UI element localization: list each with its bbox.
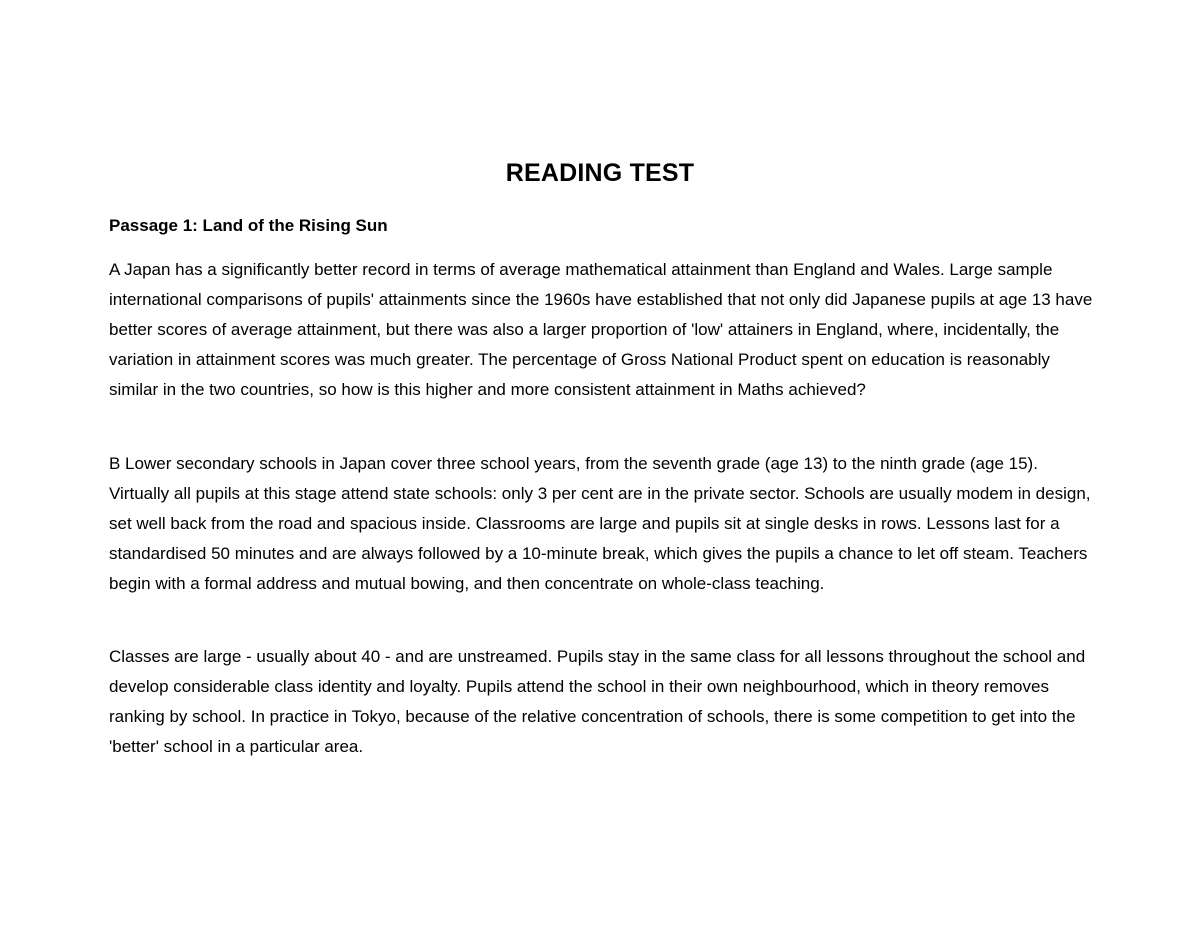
document-title: READING TEST [505, 159, 695, 187]
paragraph-c: Classes are large - usually about 40 - and are unstreamed. Pupils stay in the same class for all lessons throughout the school and develop considerable class identity and loyalty. Pupils attend the school in their own neighbourhood, which in theory removes ranking by school. In practice in Tokyo, because of the relative concentration of schools, there is some competition to get into the 'better' school in a particular area. [109, 647, 1086, 756]
passage-heading: Passage 1: Land of the Rising Sun [109, 216, 388, 235]
paragraph-b: B Lower secondary schools in Japan cover three school years, from the seventh grade (age 13) to the ninth grade (age 15). Virtually all pupils at this stage attend state schools: only 3 per cent are in the private sector. Schools are usually modem in design, set well back from the road and spacious inside. Classrooms are large and pupils sit at single desks in rows. Lessons last for a standardised 50 minutes and are always followed by a 10-minute break, which gives the pupils a chance to let off steam. Teachers begin with a formal address and mutual bowing, and then concentrate on whole-class teaching. [109, 454, 1091, 593]
paragraph-a: A Japan has a significantly better record in terms of average mathematical attainment than England and Wales. Large sample international comparisons of pupils' attainments since the 1960s have established that not only did Japanese pupils at age 13 have better scores of average attainment, but there was also a larger proportion of 'low' attainers in England, where, incidentally, the variation in attainment scores was much greater. The percentage of Gross National Product spent on education is reasonably similar in the two countries, so how is this higher and more consistent attainment in Maths achieved? [109, 260, 1093, 399]
